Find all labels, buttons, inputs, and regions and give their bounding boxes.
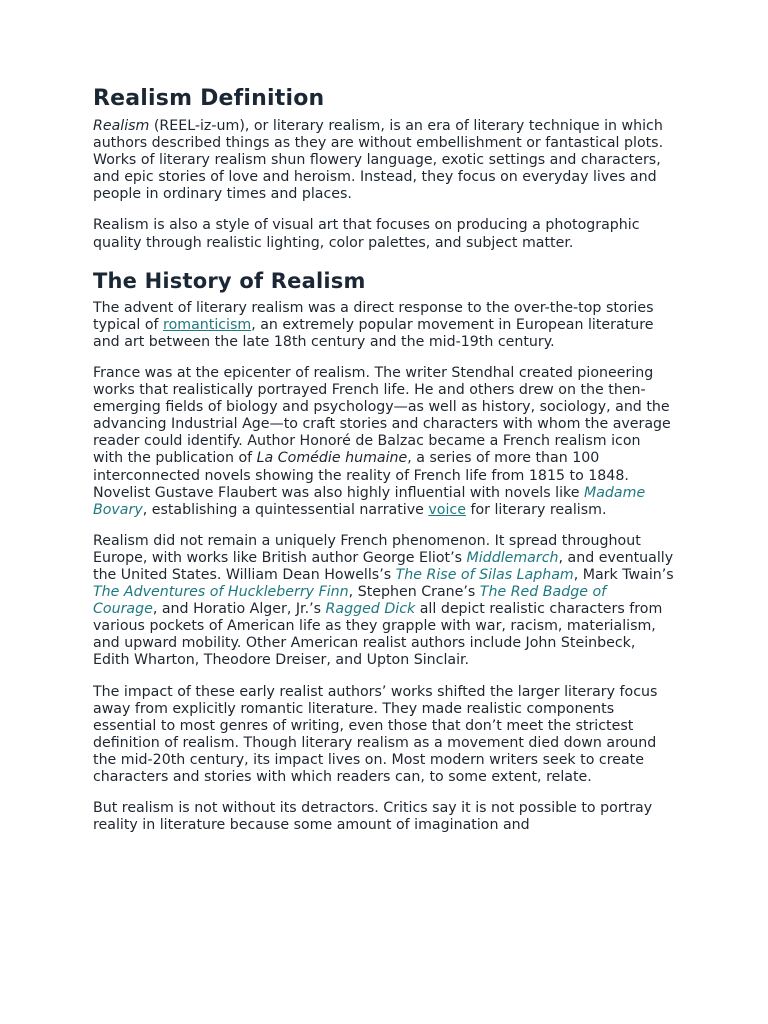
- ragged-dick-link[interactable]: Ragged Dick: [325, 601, 416, 618]
- middlemarch-link[interactable]: Middlemarch: [466, 549, 559, 566]
- spread-text-4: , Stephen Crane’s: [348, 584, 480, 601]
- paragraph-advent: [93, 300, 674, 351]
- paragraph-detractors: But realism is not without its detractors. Critics say it is not possible to portray reality in literature because some amount of imagination and: [93, 800, 653, 834]
- definition-text: (REEL-iz-um), or literary realism, is an era of literary technique in which authors described things as they are without embellishment or fantastical plots. Works of literary realism shun flowery language, exotic settings and characters, and epic stories of love and heroism. Instead, they focus on everyday lives and people in ordinary times and places.: [93, 118, 664, 203]
- madame-bovary-link[interactable]: Madame Bovary: [93, 484, 646, 518]
- france-text-3: , establishing a quintessential narrative: [142, 501, 429, 518]
- romanticism-link[interactable]: romanticism: [163, 316, 252, 333]
- red-badge-link[interactable]: The Red Badge of Courage: [93, 584, 607, 618]
- heading-history-of-realism: The History of Realism: [93, 268, 366, 293]
- paragraph-visual-art: Realism is also a style of visual art that focuses on producing a photographic quality through realistic lighting, color palettes, and subject matter.: [93, 217, 640, 251]
- paragraph-definition: [93, 118, 674, 203]
- silas-lapham-link[interactable]: The Rise of Silas Lapham: [395, 566, 574, 583]
- france-text-1: France was at the epicenter of realism. The writer Stendhal created pioneering works that realistically portrayed French life. He and others drew on the then-emerging fields of biology and psychology—as well as history, sociology, and the advancing Industrial Age—to craft stories and characters with whom the average reader could identify. Author Honoré de Balzac became a French realism icon with the publication of: [93, 364, 671, 467]
- paragraph-france: [93, 365, 674, 519]
- huckleberry-finn-link[interactable]: The Adventures of Huckleberry Finn: [93, 584, 349, 601]
- title-la-comedie-humaine: La Comédie humaine: [256, 450, 408, 467]
- spread-text-6: all depict realistic characters from various pockets of American life as they grapple with war, racism, materialism, and upward mobility. Other American realist authors include John Steinbeck, Edith Wharton, Theodore Dreiser, and Upton Sinclair.: [93, 601, 663, 669]
- spread-text-5: , and Horatio Alger, Jr.’s: [152, 601, 326, 618]
- spread-text-2: , and eventually the United States. William Dean Howells’s: [93, 549, 674, 583]
- spread-text-3: , Mark Twain’s: [573, 566, 674, 583]
- voice-link[interactable]: voice: [428, 501, 466, 518]
- paragraph-impact: The impact of these early realist authors’ works shifted the larger literary focus away from explicitly romantic literature. They made realistic components essential to most genres of writing, even those that don’t meet the strictest definition of realism. Though literary realism as a movement died down around the mid-20th century, its impact lives on. Most modern writers seek to create characters and stories with which readers can, to some extent, relate.: [93, 683, 658, 785]
- term-realism: Realism: [93, 118, 150, 134]
- advent-text-2: , an extremely popular movement in European literature and art between the late 18th century and the mid-19th century.: [93, 316, 654, 350]
- france-text-2: , a series of more than 100 interconnected novels showing the reality of French life from 1815 to 1848. Novelist Gustave Flaubert was also highly influential with novels like: [93, 450, 629, 501]
- advent-text-1: The advent of literary realism was a direct response to the over-the-top stories typical of: [93, 299, 654, 333]
- heading-realism-definition: Realism Definition: [93, 86, 325, 111]
- spread-text-1: Realism did not remain a uniquely French phenomenon. It spread throughout Europe, with works like British author George Eliot’s: [93, 532, 641, 566]
- paragraph-spread: [93, 533, 674, 670]
- france-text-4: for literary realism.: [465, 501, 607, 518]
